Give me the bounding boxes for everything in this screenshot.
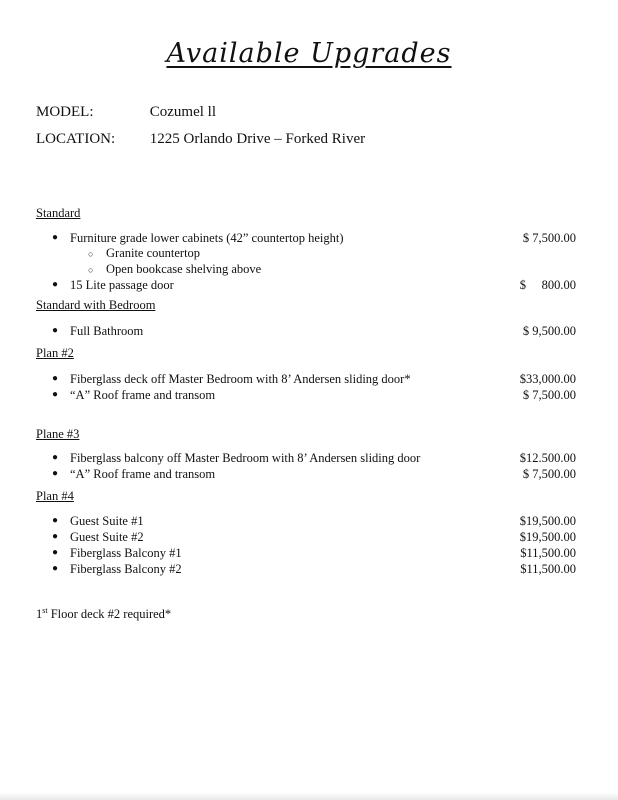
bullet-icon: ●: [52, 452, 59, 463]
list-item: ● Furniture grade lower cabinets (42” countertop height) $ 7,500.00: [52, 231, 576, 245]
location-row: [36, 131, 365, 148]
list-item: ● “A” Roof frame and transom $ 7,500.00: [52, 388, 576, 402]
bullet-icon: ●: [52, 531, 59, 542]
bullet-icon: ●: [52, 515, 59, 526]
list-item: ● Fiberglass Balcony #1 $11,500.00: [52, 546, 576, 560]
bullet-icon: ●: [52, 373, 59, 384]
section-heading-plan-2: Plan #2: [36, 346, 74, 360]
item-price: $11,500.00: [520, 546, 576, 560]
bullet-icon: ●: [52, 232, 59, 243]
item-price: $ 7,500.00: [522, 388, 576, 402]
list-item: ● 15 Lite passage door $ 800.00: [52, 278, 576, 292]
list-item: ● Full Bathroom $ 9,500.00: [52, 324, 576, 338]
bullet-icon: ●: [52, 468, 59, 479]
model-row: [36, 104, 216, 121]
list-item: ● Fiberglass deck off Master Bedroom with 8’ Andersen sliding door* $33,000.00: [52, 372, 576, 386]
circle-bullet-icon: ○: [88, 265, 94, 275]
item-price: $12.500.00: [519, 451, 576, 465]
list-item: ● Fiberglass balcony off Master Bedroom with 8’ Andersen sliding door $12.500.00: [52, 451, 576, 465]
section-heading-standard: Standard: [36, 206, 81, 220]
item-price: $19,500.00: [519, 530, 576, 544]
circle-bullet-icon: ○: [88, 249, 94, 259]
bullet-icon: ●: [52, 279, 59, 290]
model-value: Cozumel ll: [149, 104, 216, 120]
item-price: $ 800.00: [519, 278, 576, 292]
sub-list-item: ○ Open bookcase shelving above: [88, 262, 262, 276]
scan-edge: [0, 792, 618, 800]
section-heading-plan-4: Plan #4: [36, 489, 74, 503]
list-item: ● “A” Roof frame and transom $ 7,500.00: [52, 467, 576, 481]
footnote: 1st Floor deck #2 required*: [36, 606, 172, 622]
bullet-icon: ●: [52, 563, 59, 574]
list-item: ● Guest Suite #1 $19,500.00: [52, 514, 576, 528]
bullet-icon: ●: [52, 325, 59, 336]
location-value: 1225 Orlando Drive – Forked River: [149, 131, 366, 147]
item-price: $33,000.00: [519, 372, 576, 386]
item-price: $ 7,500.00: [522, 467, 576, 481]
bullet-icon: ●: [52, 547, 59, 558]
section-heading-standard-bedroom: Standard with Bedroom: [36, 298, 156, 312]
item-price: $11,500.00: [520, 562, 576, 576]
location-label: LOCATION:: [36, 131, 116, 147]
section-heading-plan-3: Plane #3: [36, 427, 80, 441]
item-price: $ 7,500.00: [522, 231, 576, 245]
bullet-icon: ●: [52, 389, 59, 400]
list-item: ● Guest Suite #2 $19,500.00: [52, 530, 576, 544]
list-item: ● Fiberglass Balcony #2 $11,500.00: [52, 562, 576, 576]
item-price: $ 9,500.00: [522, 324, 576, 338]
sub-list-item: ○ Granite countertop: [88, 246, 201, 260]
page-title: Available Upgrades: [166, 38, 452, 69]
item-price: $19,500.00: [519, 514, 576, 528]
model-label: MODEL:: [36, 104, 94, 120]
